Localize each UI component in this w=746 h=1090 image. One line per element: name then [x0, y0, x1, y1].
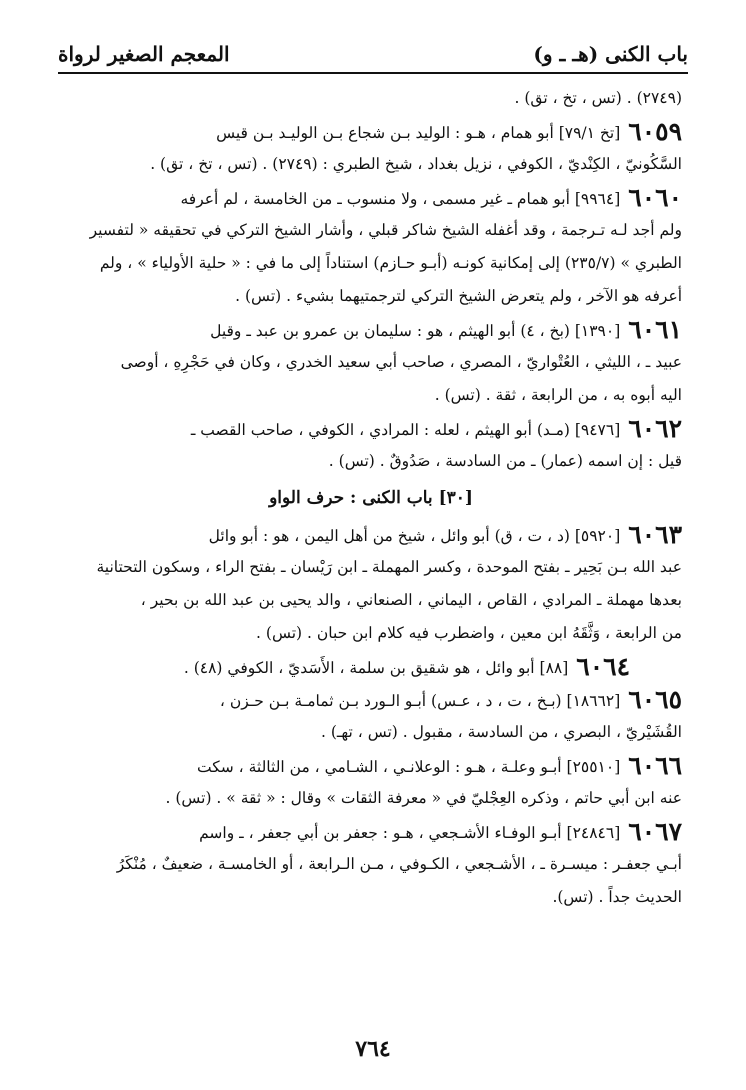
- text-line: الطبري » (٢٣٥/٧) إلى إمكانية كونـه (أبـو حـازم) استناداً إلى ما في : « حلية الأولياء » ، ولم: [99, 254, 682, 272]
- entry-number: ٦٠٥٩: [628, 117, 682, 146]
- entry-line: ٦٠٦٢[٩٤٧٦] (مـد) أبو الهيثم ، لعله : المرادي ، الكوفي ، صاحب القصب ـ: [190, 414, 682, 443]
- entry-number: ٦٠٦٠: [628, 183, 682, 212]
- entry-number: ٦٠٦٢: [628, 414, 682, 443]
- text-line: القُشَيْريّ ، البصري ، من السادسة ، مقبول . (تس ، تهـ) .: [320, 723, 682, 741]
- entry-line: ٦٠٦٠[٩٩٦٤] أبو همام ـ غير مسمى ، ولا منسوب ـ من الخامسة ، لم أعرفه: [180, 183, 682, 212]
- entry-line: ٦٠٦١[١٣٩٠] (بخ ، ٤) أبو الهيثم ، هو : سليمان بن عمرو بن عبد ـ وقيل: [210, 315, 682, 344]
- entry-number: ٦٠٦٣: [628, 520, 682, 549]
- entry-number: ٦٠٦٤: [576, 652, 630, 681]
- entry-line: ٦٠٦٣[٥٩٢٠] (د ، ت ، ق) أبو وائل ، شيخ من أهل اليمن ، هو : أبو وائل: [208, 520, 682, 549]
- entry-number: ٦٠٦٧: [628, 817, 682, 846]
- page-number: ٧٦٤: [355, 1036, 391, 1062]
- text-line: اليه أبوه به ، من الرابعة ، ثقة . (تس) .: [434, 386, 682, 404]
- text-line: قيل : إن اسمه (عمار) ـ من السادسة ، صَدُوقٌ . (تس) .: [328, 452, 682, 470]
- entry-line: ٦٠٦٦[٢٥٥١٠] أبـو وعلـة ، هـو : الوعلانـي ، الشـامي ، من الثالثة ، سكت: [196, 751, 682, 780]
- running-header: [58, 36, 688, 74]
- text-line: ولم أجد لـه تـرجمة ، وقد أغفله الشيخ شاكر قبلي ، وأشار الشيخ التركي في تحقيقه « لتفسير: [89, 221, 682, 239]
- text-line: أبـي جعفـر : ميسـرة ـ ، الأشـجعي ، الكـوفي ، مـن الـرابعة ، أو الخامسـة ، ضعيفٌ ، مُنْكَرُ: [116, 855, 682, 873]
- text-line: من الرابعة ، وَثَّقَهُ ابن معين ، واضطرب فيه كلام ابن حبان . (تس) .: [256, 624, 682, 642]
- entry-line: ٦٠٦٥[١٨٦٦٢] (بـخ ، ت ، د ، عـس) أبـو الـورد بـن ثمامـة بـن حـزن ،: [219, 685, 682, 714]
- entry-number: ٦٠٦١: [628, 315, 682, 344]
- header-chapter-title: باب الكنى (هـ ـ و): [533, 42, 688, 66]
- entry-line: ٦٠٥٩[تخ ٧٩/١] أبو همام ، هـو : الوليد بـن شجاع بـن الوليـد بـن قيس: [216, 117, 682, 146]
- text-line: الحديث جداً . (تس).: [552, 888, 682, 906]
- entry-number: ٦٠٦٥: [628, 685, 682, 714]
- text-line: أعرفه هو الآخر ، ولم يتعرض الشيخ التركي لترجمتيهما بشيء . (تس) .: [235, 287, 682, 305]
- text-line: عنه ابن أبي حاتم ، وذكره العِجْليّ في « معرفة الثقات » وقال : « ثقة » . (تس) .: [165, 789, 682, 807]
- page-body: [60, 82, 682, 914]
- section-title: [٣٠] باب الكنى : حرف الواو: [269, 488, 473, 508]
- text-line: (٢٧٤٩) . (تس ، تخ ، تق) .: [514, 89, 682, 107]
- header-book-title: المعجم الصغير لرواة: [58, 42, 230, 66]
- entry-line: ٦٠٦٤[٨٨] أبو وائل ، هو شقيق بن سلمة ، الأَسَديّ ، الكوفي (٤٨) .: [183, 652, 630, 681]
- entry-number: ٦٠٦٦: [628, 751, 682, 780]
- entry-line: ٦٠٦٧[٢٤٨٤٦] أبـو الوفـاء الأشـجعي ، هـو : جعفر بن أبي جعفر ، ـ واسم: [199, 817, 682, 846]
- text-line: بعدها مهملة ـ المرادي ، القاص ، اليماني ، الصنعاني ، والد يحيى بن عبد الله بن بحير ،: [140, 591, 682, 609]
- text-line: عبيد ـ ، الليثي ، العُتْواريّ ، المصري ، صاحب أبي سعيد الخدري ، وكان في حَجْرِهِ ، أوصى: [120, 353, 682, 371]
- text-line: السَّكُونيّ ، الكِنْديّ ، الكوفي ، نزيل بغداد ، شيخ الطبري : (٢٧٤٩) . (تس ، تخ ، تق) .: [150, 155, 682, 173]
- text-line: عبد الله بـن بَحِير ـ بفتح الموحدة ، وكسر المهملة ـ ابن رَيْسان ـ بفتح الراء ، وسكون التحتانية: [96, 558, 682, 576]
